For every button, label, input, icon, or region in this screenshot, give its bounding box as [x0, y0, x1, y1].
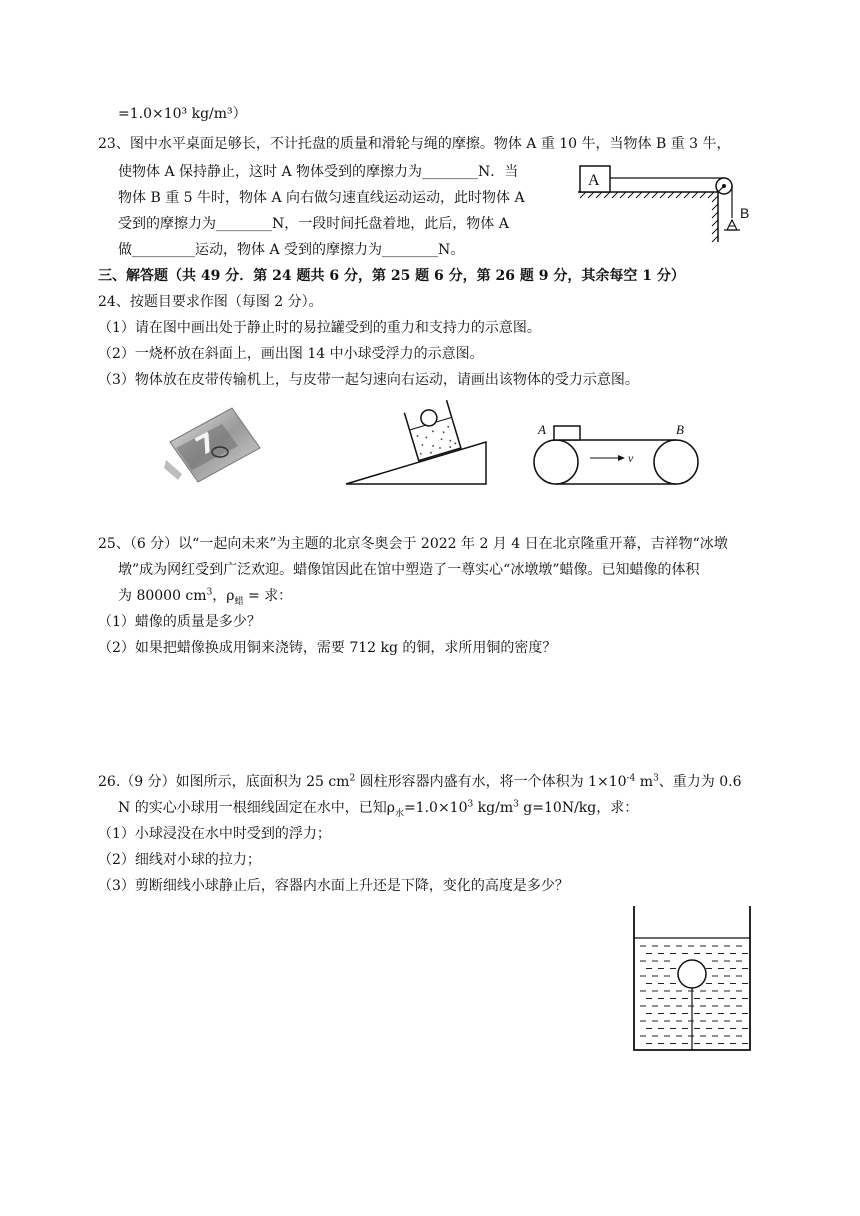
- q25-item2: （2）如果把蜡像换成用铜来浇铸，需要 712 kg 的铜，求所用铜的密度？: [98, 640, 557, 656]
- q25-item1: （1）蜡像的质量是多少？: [98, 614, 261, 630]
- q22-tail: =1.0×10³ kg/m³）: [118, 106, 247, 122]
- belt-label-b: B: [676, 422, 684, 437]
- q23-line3: 物体 B 重 5 牛时，物体 A 向右做匀速直线运动运动，此时物体 A: [118, 190, 525, 206]
- belt-label-v: v: [628, 451, 634, 465]
- q26-item2: （2）细线对小球的拉力；: [98, 852, 261, 868]
- q25-line3: 为 80000 $cm^3$，$\rho_蜡$ = 求：: [118, 587, 293, 607]
- belt-label-a: A: [538, 422, 546, 437]
- ball: [419, 408, 439, 428]
- water-container-figure: [630, 904, 754, 1054]
- q24-item2: （2）一烧杯放在斜面上，画出图 14 中小球受浮力的示意图。: [98, 346, 484, 362]
- q23-pulley-figure: [572, 158, 762, 244]
- label-b: B: [740, 205, 750, 221]
- q24-item3: （3）物体放在皮带传输机上，与皮带一起匀速向右运动，请画出该物体的受力示意图。: [98, 372, 639, 388]
- q26-item1: （1）小球浸没在水中时受到的浮力；: [98, 826, 331, 842]
- label-a: A: [588, 172, 600, 189]
- q26-line2: N 的实心小球用一根细线固定在水中，已知$\rho_水=1.0\times 10^3$ $kg/m^3$ g=10N/kg，求：: [118, 799, 639, 819]
- q23-line4: 受到的摩擦力为________N，一段时间托盘着地，此后，物体 A: [118, 216, 509, 232]
- ball-in-water: [678, 960, 706, 988]
- q23-line5: 做_________运动，物体 A 受到的摩擦力为________N。: [118, 242, 465, 258]
- tray-b: [727, 220, 737, 230]
- q23-line1: 23、图中水平桌面足够长，不计托盘的质量和滑轮与绳的摩擦。物体 A 重 10 牛，当物体 B 重 3 牛，: [98, 136, 731, 152]
- q24-item1: （1）请在图中画出处于静止时的易拉罐受到的重力和支持力的示意图。: [98, 320, 541, 336]
- can-photo: [162, 398, 272, 488]
- belt-object: [554, 426, 580, 440]
- conveyor-belt: [530, 404, 702, 490]
- q24-title: 24、按题目要求作图（每图 2 分）。: [98, 294, 323, 310]
- svg-text:7: 7: [191, 427, 222, 463]
- arrow-right-icon: [618, 455, 625, 461]
- q25-line2: 墩”成为网红受到广泛欢迎。蜡像馆因此在馆中塑造了一尊实心“冰墩墩”蜡像。已知蜡像的体积: [118, 562, 700, 578]
- section-3-heading: 三、解答题（共 49 分．第 24 题共 6 分，第 25 题 6 分，第 26 题 9 分，其余每空 1 分）: [98, 268, 685, 284]
- q26-item3: （3）剪断细线小球静止后，容器内水面上升还是下降，变化的高度是多少？: [98, 878, 569, 894]
- q26-line1: 26.（9 分）如图所示，底面积为 25 $cm^2$ 圆柱形容器内盛有水，将一个体积为 $1\times 10^{-4}$ $m^3$、重力为 0.6: [98, 773, 742, 790]
- beaker-on-incline: [340, 400, 490, 486]
- q23-line2: 使物体 A 保持静止，这时 A 物体受到的摩擦力为________N．当: [118, 164, 519, 180]
- q25-line1: 25、（6 分）以“一起向未来”为主题的北京冬奥会于 2022 年 2 月 4 日在北京隆重开幕，吉祥物“冰墩: [98, 536, 728, 552]
